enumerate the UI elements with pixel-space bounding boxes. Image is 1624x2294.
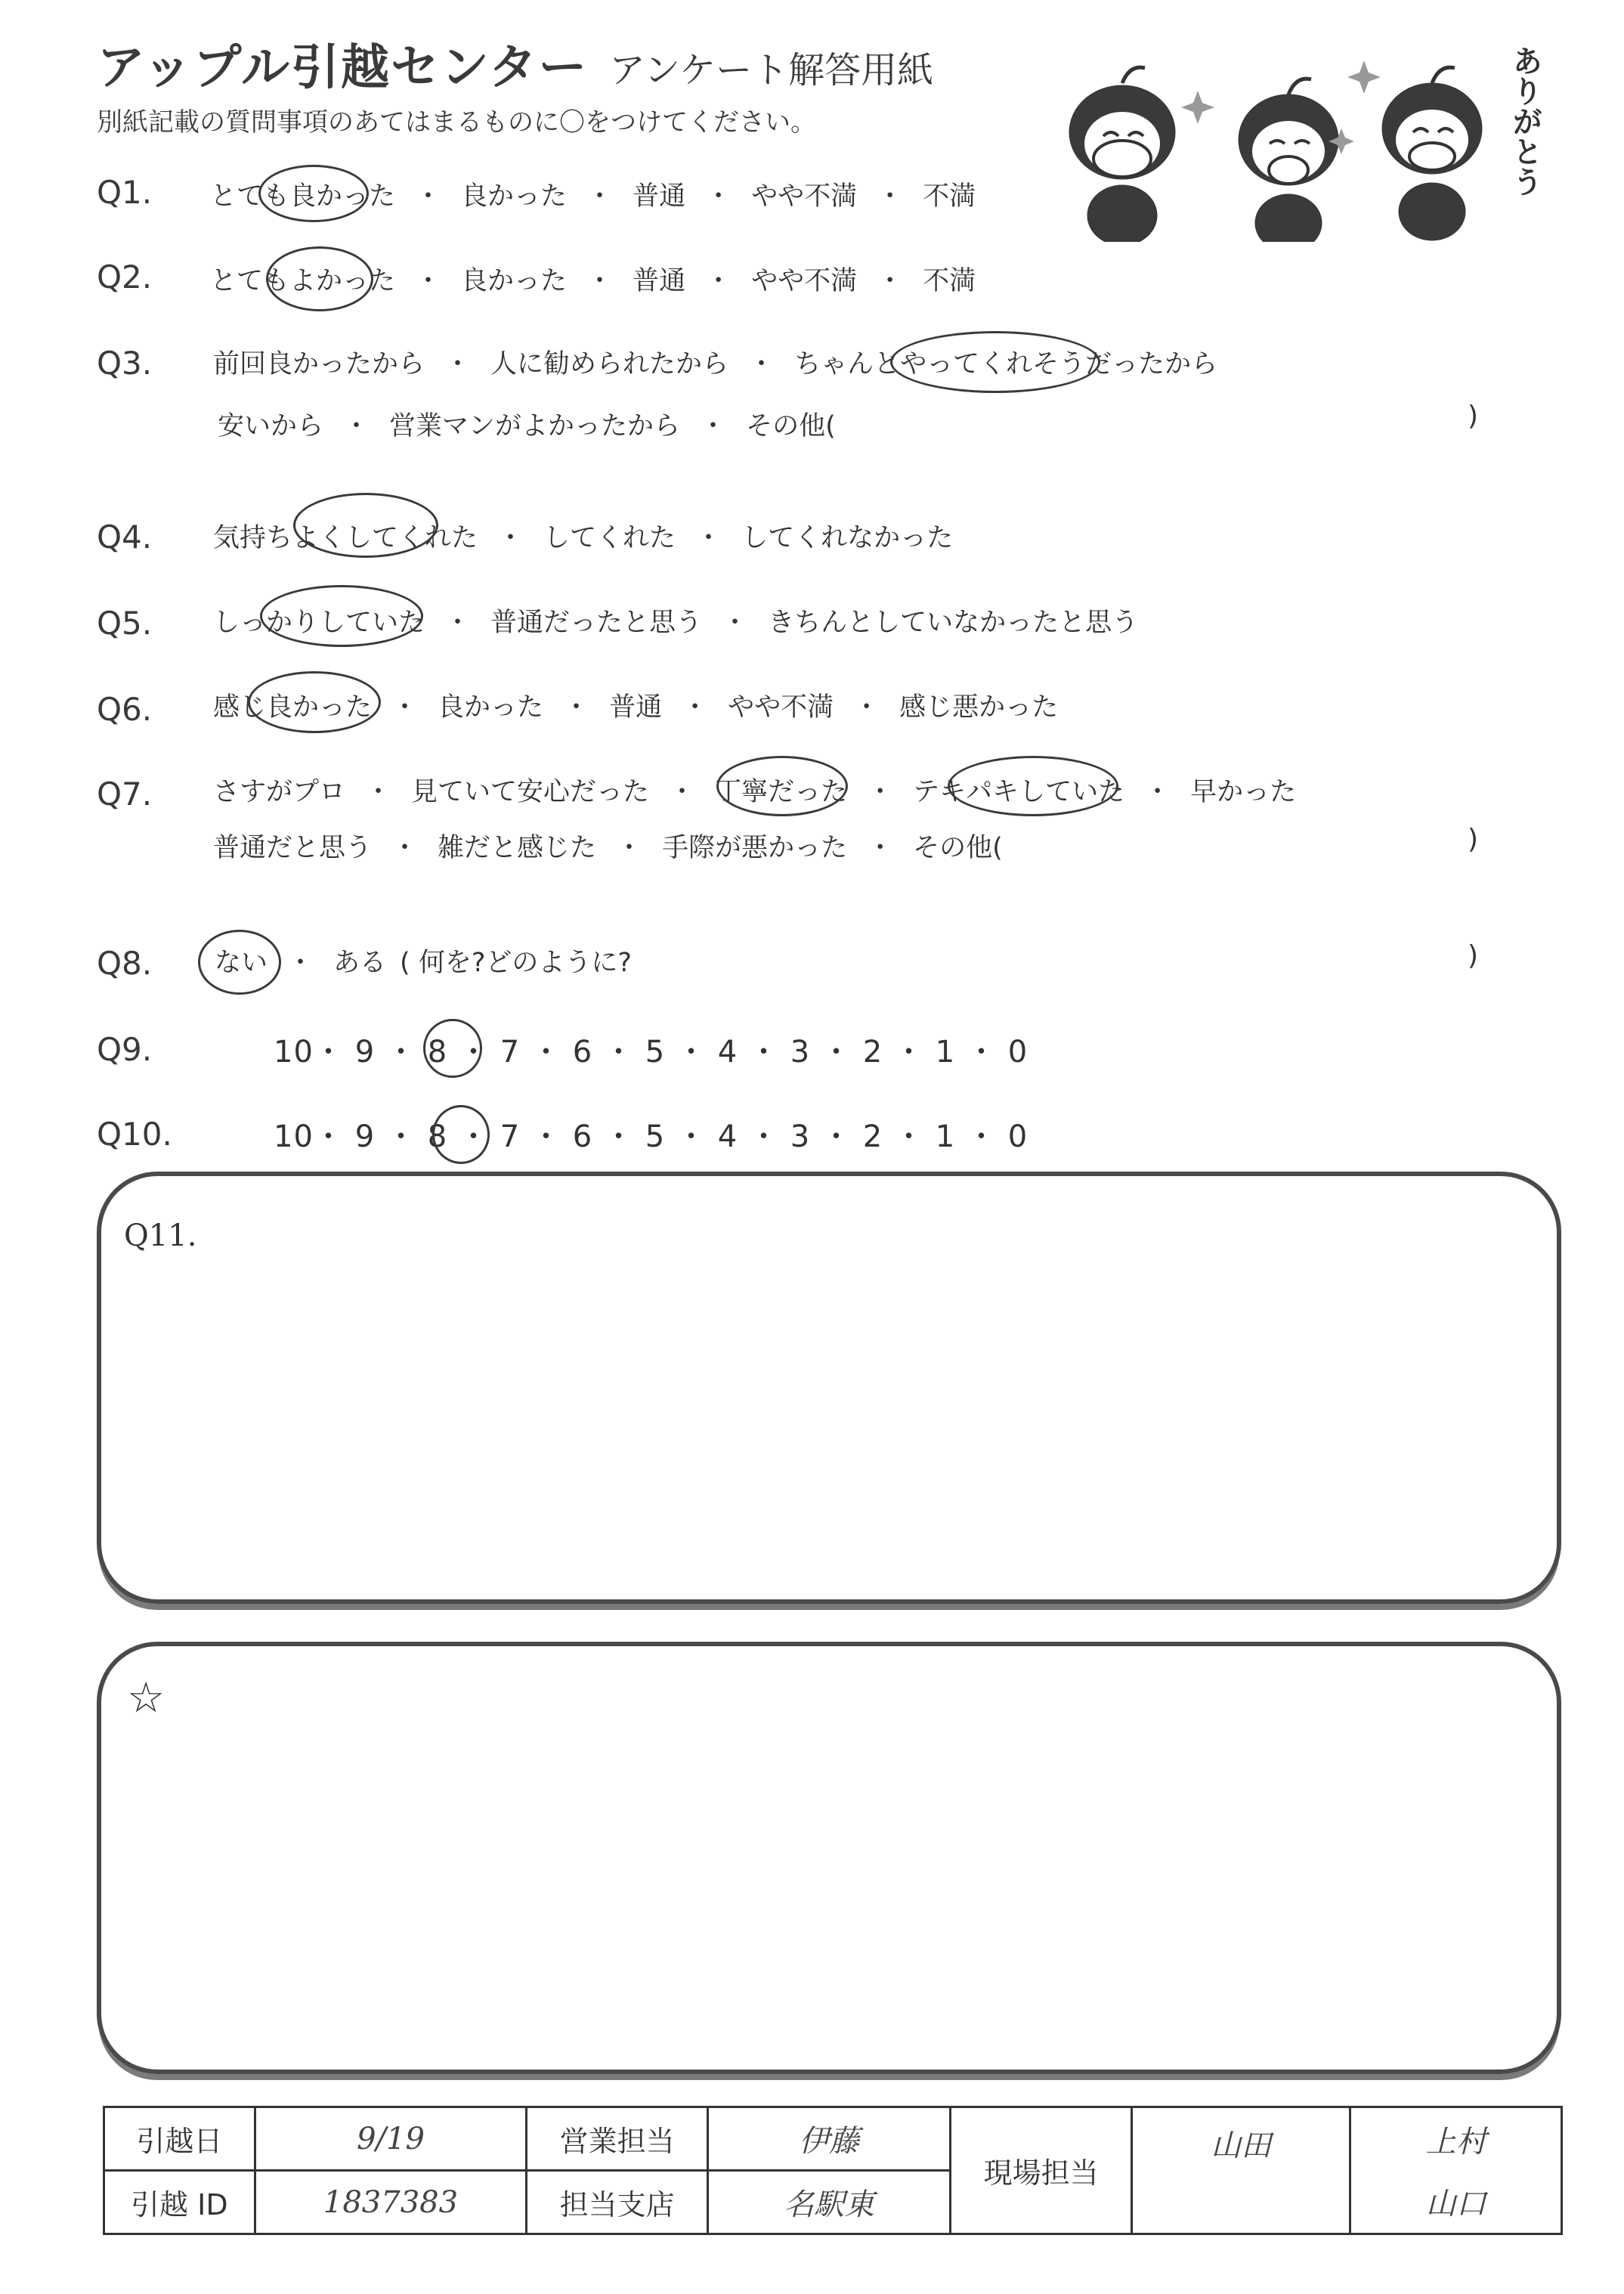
q3-options-row1: 前回良かったから ・ 人に勧められたから ・ ちゃんとやってくれそうだったから	[213, 349, 1218, 379]
option[interactable]: 丁寧だった	[715, 777, 848, 807]
option[interactable]: その他(	[913, 833, 1003, 863]
sales-value[interactable]: 伊藤	[707, 2107, 950, 2171]
scale-value[interactable]: 3	[790, 1035, 811, 1070]
option[interactable]: してくれた	[543, 523, 676, 553]
branch-label: 担当支店	[527, 2171, 708, 2234]
site-staff-1[interactable]: 山田	[1131, 2107, 1350, 2234]
site-label: 現場担当	[951, 2107, 1132, 2234]
option[interactable]: 営業マンがよかったから	[389, 411, 681, 441]
question-number: Q8.	[97, 945, 153, 982]
move-date-value[interactable]: 9/19	[255, 2107, 527, 2171]
scale-value[interactable]: 6	[572, 1119, 593, 1154]
option[interactable]: 人に勧められたから	[490, 349, 729, 379]
close-paren: )	[1468, 824, 1479, 855]
site-staff-2[interactable]: 上村	[1350, 2107, 1562, 2171]
thanks-text: ありがとう	[1508, 45, 1542, 197]
option[interactable]: 安いから	[218, 411, 324, 441]
selection-circle	[293, 493, 438, 558]
question-number: Q5.	[97, 605, 153, 642]
option[interactable]: 雑だと感じた	[438, 833, 597, 863]
q4-options: 気持ちよくしてくれた ・ してくれた ・ してくれなかった	[213, 523, 954, 553]
monkey-icon	[1382, 67, 1482, 240]
option[interactable]: 良かった	[461, 266, 568, 296]
form-title: アップル引越センター	[97, 40, 589, 96]
option[interactable]: しっかりしていた	[213, 608, 425, 638]
option[interactable]: 良かった	[438, 692, 544, 723]
selection-circle	[266, 246, 373, 311]
option[interactable]: 早かった	[1190, 777, 1297, 807]
selection-circle	[432, 1105, 490, 1164]
scale-value[interactable]: 10	[274, 1119, 314, 1154]
option[interactable]: 普通	[609, 692, 663, 723]
option[interactable]: 普通だと思う	[213, 833, 373, 863]
q2-options: とてもよかった ・ 良かった ・ 普通 ・ やや不満 ・ 不満	[210, 266, 976, 296]
q1-options: とても良かった ・ 良かった ・ 普通 ・ やや不満 ・ 不満	[210, 181, 976, 212]
close-paren: )	[1468, 401, 1479, 432]
monkey-mascots-illustration	[1024, 45, 1553, 242]
scale-value[interactable]: 8	[427, 1119, 448, 1154]
selection-circle	[948, 756, 1118, 816]
monkey-icon	[1239, 79, 1338, 242]
scale-value[interactable]: 5	[645, 1035, 666, 1070]
instruction-text: 別紙記載の質問事項のあてはまるものに〇をつけてください。	[97, 107, 816, 138]
option[interactable]: 普通だったと思う	[490, 608, 703, 638]
site-staff-3[interactable]: 山口	[1350, 2171, 1562, 2234]
move-id-label: 引越 ID	[104, 2171, 255, 2234]
q10-scale: 10・ 9 ・ 8 ・ 7 ・ 6 ・ 5 ・ 4 ・ 3 ・ 2 ・ 1 ・ 0	[274, 1113, 1037, 1156]
selection-circle	[260, 585, 423, 647]
option[interactable]: 不満	[923, 266, 976, 296]
option[interactable]: さすがプロ	[213, 777, 346, 807]
selection-circle	[890, 331, 1100, 393]
close-paren: )	[1468, 940, 1479, 971]
option[interactable]: その他(	[746, 411, 836, 441]
option[interactable]: 良かった	[461, 181, 568, 212]
footer-table	[103, 2106, 1563, 2235]
scale-value[interactable]: 7	[500, 1119, 521, 1154]
option[interactable]: してくれなかった	[741, 523, 954, 553]
option[interactable]: 手際が悪かった	[662, 833, 848, 863]
option[interactable]: 見ていて安心だった	[411, 777, 650, 807]
option[interactable]: 気持ちよくしてくれた	[213, 523, 478, 553]
selection-circle	[423, 1019, 482, 1078]
scale-value[interactable]: 2	[862, 1035, 883, 1070]
option[interactable]: ある	[333, 948, 387, 978]
scale-value[interactable]: 0	[1007, 1119, 1029, 1154]
option[interactable]: 普通	[633, 266, 686, 296]
selection-circle	[248, 671, 381, 733]
monkey-icon	[1069, 67, 1175, 242]
scale-value[interactable]: 9	[354, 1119, 376, 1154]
question-number: Q1.	[97, 174, 153, 211]
move-id-value[interactable]: 1837383	[255, 2171, 527, 2234]
scale-value[interactable]: 10	[274, 1035, 314, 1070]
q9-scale: 10・ 9 ・ 8 ・ 7 ・ 6 ・ 5 ・ 4 ・ 3 ・ 2 ・ 1 ・ 0	[274, 1028, 1037, 1071]
q6-options: 感じ良かった ・ 良かった ・ 普通 ・ やや不満 ・ 感じ悪かった	[213, 692, 1059, 723]
scale-value[interactable]: 1	[935, 1119, 956, 1154]
question-number: Q2.	[97, 259, 153, 296]
option[interactable]: とても良かった	[210, 181, 396, 212]
option[interactable]: テキパキしていた	[913, 777, 1125, 807]
scale-value[interactable]: 2	[862, 1119, 883, 1154]
question-number: Q10.	[97, 1116, 172, 1153]
selection-circle	[198, 930, 281, 995]
question-number: Q4.	[97, 519, 153, 556]
scale-value[interactable]: 1	[935, 1035, 956, 1070]
q5-options: しっかりしていた ・ 普通だったと思う ・ きちんとしていなかったと思う	[213, 608, 1139, 638]
option[interactable]: とてもよかった	[210, 266, 396, 296]
option[interactable]: やや不満	[751, 181, 858, 212]
branch-value[interactable]: 名駅東	[707, 2171, 950, 2234]
q8-options: ない ・ ある ( 何を?どのように?	[215, 948, 632, 978]
option[interactable]: ない	[215, 948, 268, 978]
option[interactable]: 前回良かったから	[213, 349, 425, 379]
q8-detail-prompt: ( 何を?どのように?	[400, 948, 632, 978]
question-number: Q3.	[97, 345, 153, 382]
scale-value[interactable]: 3	[790, 1119, 811, 1154]
scale-value[interactable]: 0	[1007, 1035, 1029, 1070]
sales-label: 営業担当	[527, 2107, 708, 2171]
scale-value[interactable]: 5	[645, 1119, 666, 1154]
option[interactable]: 感じ悪かった	[899, 692, 1059, 723]
q7-options-row1: さすがプロ ・ 見ていて安心だった ・ 丁寧だった ・ テキパキしていた ・ 早かった	[213, 777, 1297, 807]
scale-value[interactable]: 6	[572, 1035, 593, 1070]
star-comment-box[interactable]	[97, 1642, 1561, 2074]
question-number: Q6.	[97, 691, 153, 728]
q11-label: Q11.	[124, 1218, 197, 1253]
option[interactable]: 普通	[633, 181, 686, 212]
scale-value[interactable]: 4	[717, 1035, 738, 1070]
move-date-label: 引越日	[104, 2107, 255, 2171]
option[interactable]: やや不満	[728, 692, 834, 723]
question-number: Q9.	[97, 1031, 153, 1068]
scale-value[interactable]: 7	[500, 1035, 521, 1070]
option[interactable]: ちゃんとやってくれそうだったから	[794, 349, 1218, 379]
selection-circle	[716, 756, 848, 816]
q11-comment-box[interactable]	[97, 1172, 1561, 1604]
option[interactable]: 感じ良かった	[213, 692, 373, 723]
scale-value[interactable]: 9	[354, 1035, 376, 1070]
option[interactable]: きちんとしていなかったと思う	[768, 608, 1139, 638]
star-icon: ☆	[127, 1673, 165, 1723]
option[interactable]: やや不満	[751, 266, 858, 296]
option[interactable]: 不満	[923, 181, 976, 212]
scale-value[interactable]: 8	[427, 1035, 448, 1070]
q7-options-row2: 普通だと思う ・ 雑だと感じた ・ 手際が悪かった ・ その他(	[213, 833, 1003, 863]
scale-value[interactable]: 4	[717, 1119, 738, 1154]
question-number: Q7.	[97, 776, 153, 813]
selection-circle	[258, 165, 369, 222]
form-subtitle: アンケート解答用紙	[609, 49, 934, 91]
q3-options-row2: 安いから ・ 営業マンがよかったから ・ その他(	[218, 411, 836, 441]
